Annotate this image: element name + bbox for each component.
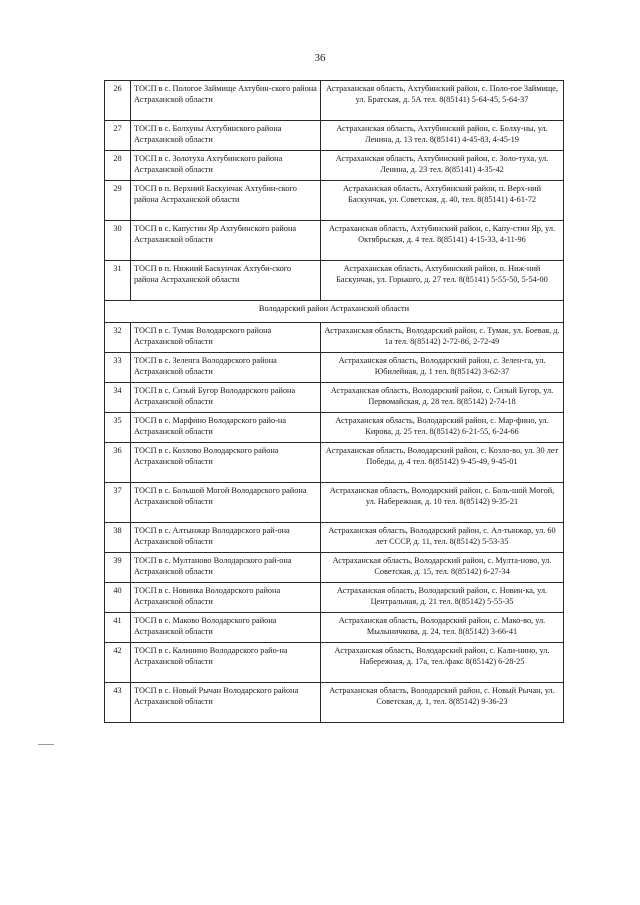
table-row [105,613,564,643]
row-number: 40 [105,583,131,613]
table-row [105,553,564,583]
row-address: Астраханская область, Володарский район, с. Сизый Бугор, ул. Первомайская, д. 28 тел. 8(85142) 2-74-18 [321,383,564,413]
table-section [105,301,564,323]
table-row [105,413,564,443]
table-row [105,523,564,553]
row-number: 28 [105,151,131,181]
table-body-bottom [105,323,564,723]
row-name: ТОСП в с. Тумак Володарского района Астраханской области [131,323,321,353]
section-row [105,301,564,323]
row-address: Астраханская область, Ахтубинский район, с. Болху-ны, ул. Ленина, д. 13 тел. 8(85141) 4-45-83, 4-45-19 [321,121,564,151]
row-name: ТОСП в с. Капустин Яр Ахтубинского района Астраханской области [131,221,321,261]
page-number: 36 [314,52,326,64]
row-name: ТОСП в с. Сизый Бугор Володарского района Астраханской области [131,383,321,413]
table-row [105,261,564,301]
row-address: Астраханская область, Володарский район, с. Мако-во, ул. Мылыничкова, д. 24, тел. 8(85142) 3-66-41 [321,613,564,643]
row-name: ТОСП в с. Алтынжар Володарского рай-она Астраханской области [131,523,321,553]
row-name: ТОСП в с. Новинка Володарского района Астраханской области [131,583,321,613]
row-number: 27 [105,121,131,151]
table-row [105,181,564,221]
row-number: 36 [105,443,131,483]
row-number: 26 [105,81,131,121]
row-address: Астраханская область, Володарский район, с. Кали-нино, ул. Набережная, д. 17а, тел./факс 8(85142) 6-28-25 [321,643,564,683]
row-name: ТОСП в с. Козлово Володарского района Астраханской области [131,443,321,483]
row-number: 42 [105,643,131,683]
row-number: 31 [105,261,131,301]
row-number: 38 [105,523,131,553]
table-row [105,353,564,383]
row-number: 30 [105,221,131,261]
row-name: ТОСП в с. Большой Могой Володарского района Астраханской области [131,483,321,523]
table-row [105,383,564,413]
row-name: ТОСП в с. Маково Володарского района Астраханской области [131,613,321,643]
table-row [105,323,564,353]
registry-table [104,80,564,723]
table-row [105,643,564,683]
row-number: 29 [105,181,131,221]
row-number: 35 [105,413,131,443]
row-name: ТОСП в с. Мултаново Володарского рай-она Астраханской области [131,553,321,583]
row-name: ТОСП в п. Нижний Баскунчак Ахтуби-ского района Астраханской области [131,261,321,301]
table-row [105,81,564,121]
table-row [105,121,564,151]
table-row [105,583,564,613]
row-number: 34 [105,383,131,413]
row-address: Астраханская область, Володарский район, с. Боль-шой Могой, ул. Набережная, д. 10 тел. 8(85142) 9-35-21 [321,483,564,523]
row-name: ТОСП в с. Золотуха Ахтубинского района Астраханской области [131,151,321,181]
row-number: 41 [105,613,131,643]
row-address: Астраханская область, Володарский район, с. Зелен-га, ул. Юбилейная, д. 1 тел. 8(85142) 3-62-37 [321,353,564,383]
row-number: 32 [105,323,131,353]
margin-mark [38,744,54,745]
row-address: Астраханская область, Володарский район, с. Новый Рычан, ул. Советская, д. 1, тел. 8(85142) 9-36-23 [321,683,564,723]
row-number: 43 [105,683,131,723]
table-row [105,683,564,723]
row-address: Астраханская область, Ахтубинский район, п. Ниж-ний Баскунчак, ул. Горького, д. 27 тел. 8(85141) 5-55-50, 5-54-00 [321,261,564,301]
row-name: ТОСП в с. Болхуны Ахтубинского района Астраханской области [131,121,321,151]
row-address: Астраханская область, Володарский район, с. Ал-тынжар, ул. 60 лет СССР, д. 11, тел. 8(85142) 5-53-35 [321,523,564,553]
row-number: 39 [105,553,131,583]
row-address: Астраханская область, Володарский район, с. Козло-во, ул. 30 лет Победы, д. 4 тел. 8(85142) 9-45-49, 9-45-01 [321,443,564,483]
row-address: Астраханская область, Ахтубинский район, с. Капу-стин Яр, ул. Октябрьская, д. 4 тел. 8(85141) 4-15-33, 4-11-96 [321,221,564,261]
row-address: Астраханская область, Володарский район, с. Новин-ка, ул. Центральная, д. 21 тел. 8(85142) 5-55-35 [321,583,564,613]
row-number: 33 [105,353,131,383]
row-address: Астраханская область, Ахтубинский район, п. Верх-ний Баскунчак, ул. Советская, д. 40, тел. 8(85141) 4-61-72 [321,181,564,221]
table-row [105,151,564,181]
row-name: ТОСП в с. Пологое Займище Ахтубин-ского района Астраханской области [131,81,321,121]
row-name: ТОСП в с. Зеленга Володарского района Астраханской области [131,353,321,383]
table-body-top [105,81,564,301]
row-name: ТОСП в с. Марфино Володарского райо-на Астраханской области [131,413,321,443]
row-address: Астраханская область, Володарский район, с. Мулта-ново, ул. Советская, д. 15, тел. 8(85142) 6-27-34 [321,553,564,583]
row-address: Астраханская область, Володарский район, с. Тумак, ул. Боевая, д. 1а тел. 8(85142) 2-72-86, 2-72-49 [321,323,564,353]
row-address: Астраханская область, Ахтубинский район, с. Золо-туха, ул. Ленина, д. 23 тел. 8(85141) 4-35-42 [321,151,564,181]
table-row [105,443,564,483]
row-address: Астраханская область, Володарский район, с. Мар-фино, ул. Кирова, д. 25 тел. 8(85142) 6-21-55, 6-24-66 [321,413,564,443]
row-address: Астраханская область, Ахтубинский район, с. Поло-гое Займище, ул. Братская, д. 5А тел. 8(85141) 5-64-45, 5-64-37 [321,81,564,121]
table-row [105,221,564,261]
row-name: ТОСП в п. Верхний Баскунчак Ахтубин-ского района Астраханской области [131,181,321,221]
table-row [105,483,564,523]
row-name: ТОСП в с. Калинино Володарского райо-на Астраханской области [131,643,321,683]
row-name: ТОСП в с. Новый Рычан Володарского района Астраханской области [131,683,321,723]
row-number: 37 [105,483,131,523]
section-title: Володарский район Астраханской области [105,301,564,323]
